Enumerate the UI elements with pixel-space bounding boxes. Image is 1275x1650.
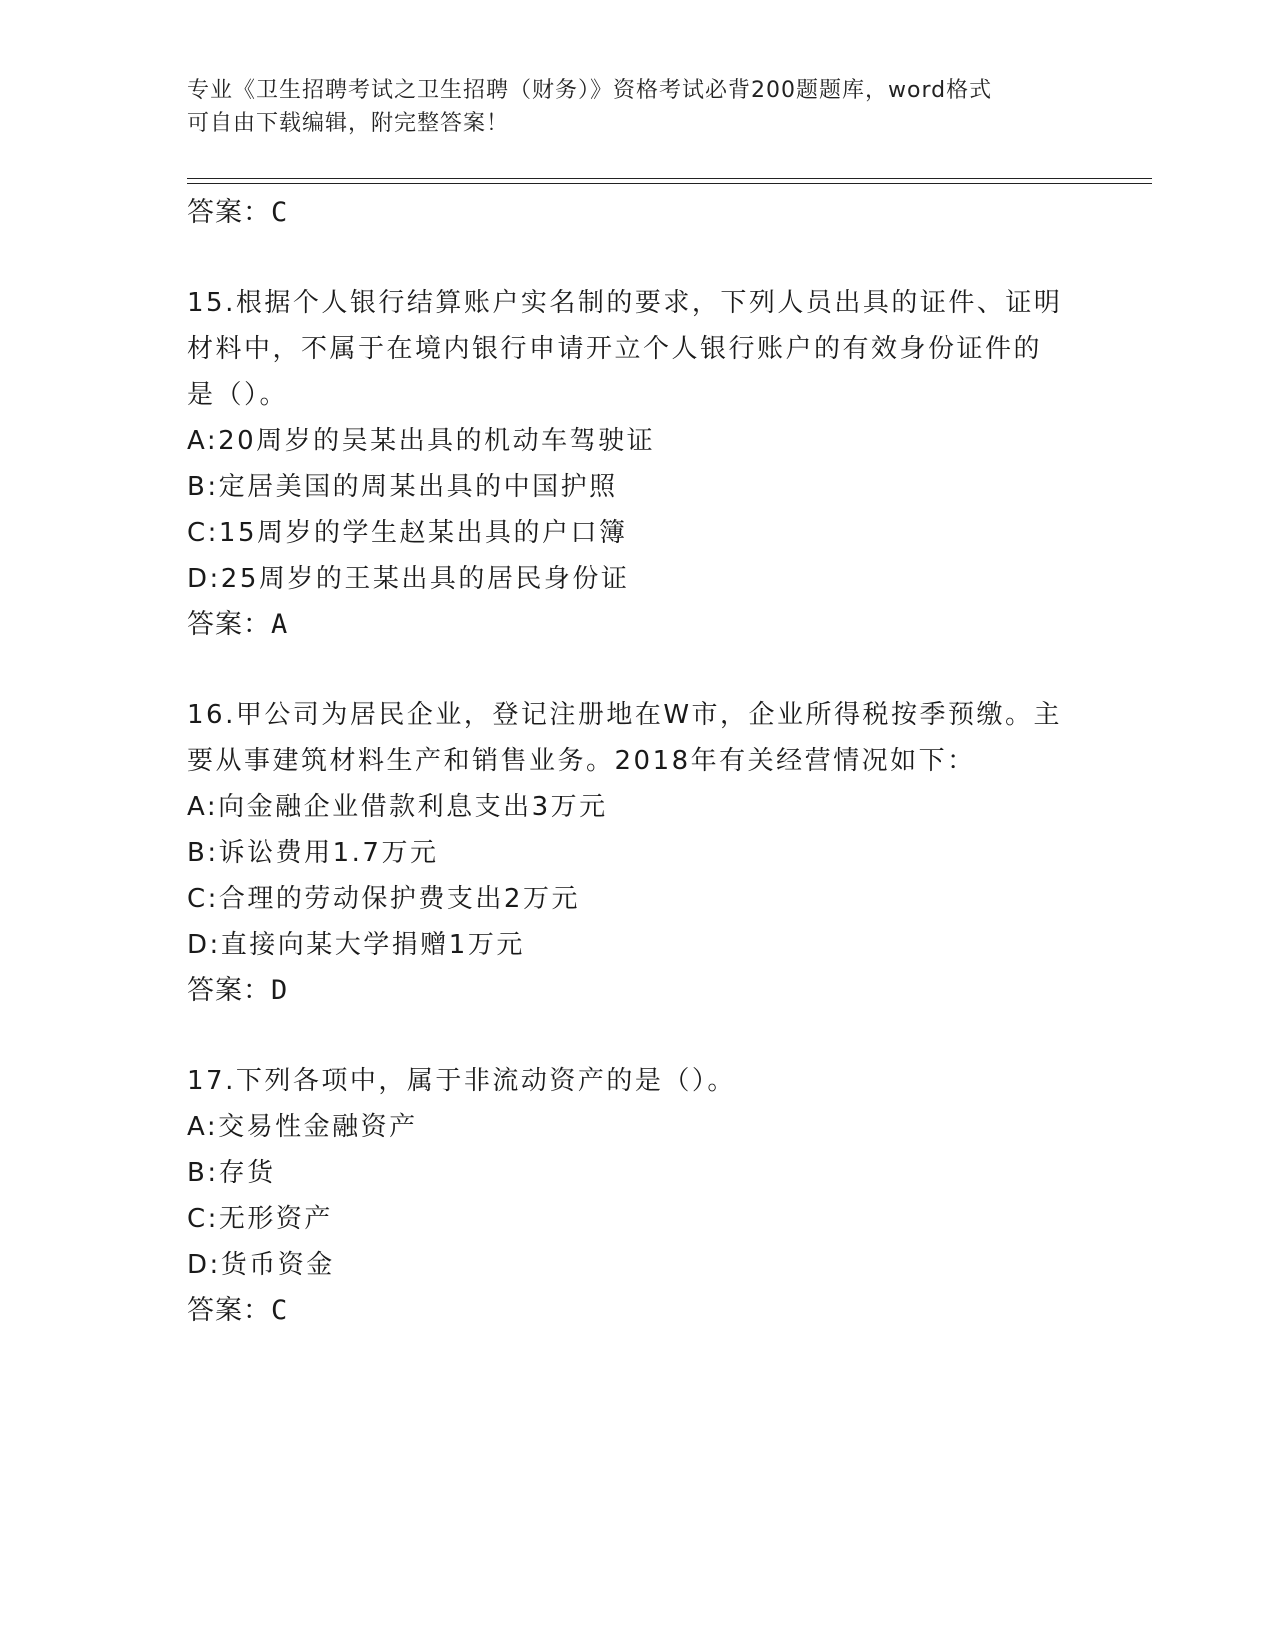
option-c: C:合理的劳动保护费支出2万元 [187,884,580,914]
question-stem-line: 16.甲公司为居民企业，登记注册地在W市，企业所得税按季预缴。主 [187,700,1063,730]
answer-label: 答案： [187,1295,271,1326]
option-b: B:存货 [187,1158,276,1188]
answer-label: 答案： [187,197,271,228]
previous-answer [187,190,1087,236]
answer-value: C [271,197,289,228]
option-d: D:25周岁的王某出具的居民身份证 [187,564,630,594]
question-15 [187,280,1087,648]
option-a: A:交易性金融资产 [187,1112,418,1142]
question-17 [187,1058,1087,1334]
question-stem-line: 是（）。 [187,380,289,410]
header-divider [187,178,1152,184]
document-header [187,74,1087,140]
question-16 [187,692,1087,1014]
option-b: B:定居美国的周某出具的中国护照 [187,472,618,502]
answer [187,602,1087,648]
answer-label: 答案： [187,609,271,640]
answer [187,968,1087,1014]
answer-value: C [271,1295,289,1326]
option-a: A:20周岁的吴某出具的机动车驾驶证 [187,426,656,456]
option-c: C:15周岁的学生赵某出具的户口簿 [187,518,628,548]
question-stem-line: 材料中，不属于在境内银行申请开立个人银行账户的有效身份证件的 [187,334,1043,364]
answer-label: 答案： [187,975,271,1006]
header-line-2: 可自由下载编辑，附完整答案！ [187,111,510,136]
option-d: D:直接向某大学捐赠1万元 [187,930,525,960]
question-stem-line: 15.根据个人银行结算账户实名制的要求，下列人员出具的证件、证明 [187,288,1063,318]
question-stem-line: 17.下列各项中，属于非流动资产的是（）。 [187,1066,736,1096]
answer-value: A [271,609,289,640]
answer [187,1288,1087,1334]
header-line-1: 专业《卫生招聘考试之卫生招聘（财务）》资格考试必背200题题库，word格式 [187,78,993,103]
answer-value: D [271,975,289,1006]
option-d: D:货币资金 [187,1250,335,1280]
question-list [187,190,1087,1334]
question-stem-line: 要从事建筑材料生产和销售业务。2018年有关经营情况如下： [187,746,976,776]
option-a: A:向金融企业借款利息支出3万元 [187,792,608,822]
option-c: C:无形资产 [187,1204,333,1234]
option-b: B:诉讼费用1.7万元 [187,838,439,868]
